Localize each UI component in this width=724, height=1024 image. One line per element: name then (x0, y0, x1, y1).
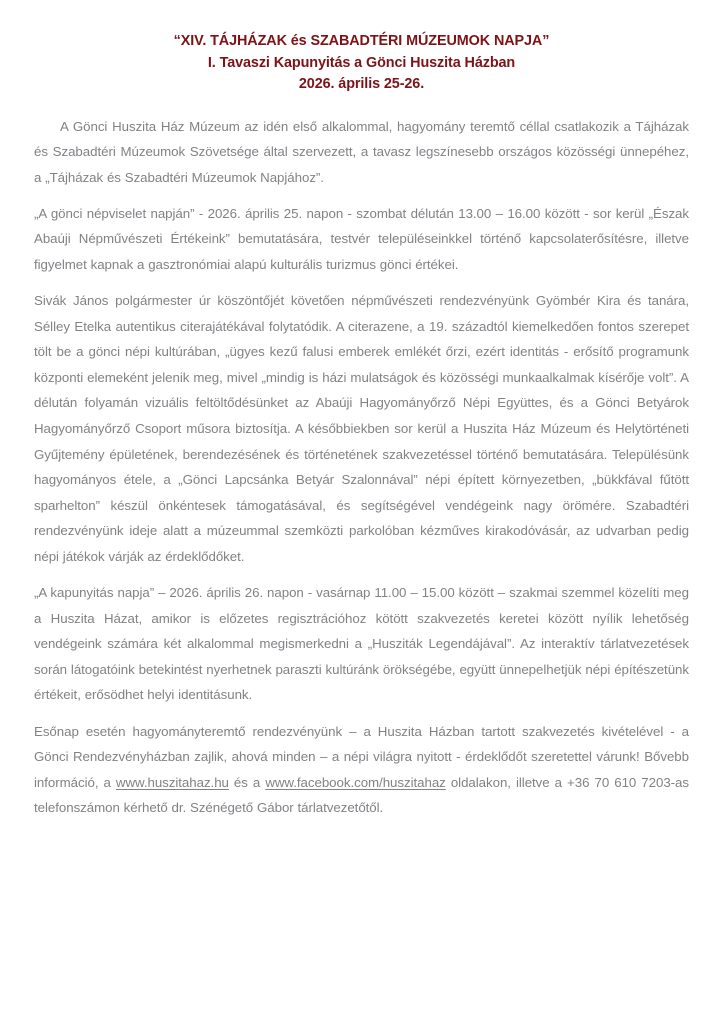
document-body (34, 114, 689, 821)
website-link-huszitahaz[interactable]: www.huszitahaz.hu (115, 774, 229, 790)
paragraph-gate-opening-day: „A kapunyitás napja” – 2026. április 26. napon - vasárnap 11.00 – 15.00 között – szakmai szemmel közelíti meg a Huszita Házat, amikor is előzetes regisztrációhoz kötött szakvezetés keretei között nyílik lehetőség vendégeink számára két alkalommal megismerkedni a „Husziták Legendájával”. Az interaktív tárlatvezetések során látogatóink betekintést nyerhetnek paraszti kultúránk örökségébe, együtt ünnepelhetjük népi építészetünk értékeit, erősödhet helyi identitásunk. (34, 585, 689, 703)
contact-text-part-3: oldalakon, illetve a +36 70 610 7203-as telefonszámon kérhető dr. Szénégető Gábor tárlatvezetőtől. (34, 774, 690, 816)
facebook-link-huszitahaz[interactable]: www.facebook.com/huszitahaz (265, 774, 446, 790)
page-title-line-2: I. Tavaszi Kapunyitás a Gönci Huszita Házban (207, 54, 516, 71)
paragraph-program-details: Sivák János polgármester úr köszöntőjét követően népművészeti rendezvényünk Gyömbér Kira és tanára, Sélley Etelka autentikus citerajátékával folytatódik. A citerazene, a 19. századtól kiemelkedően fontos szerepet tölt be a gönci népi kultúrában, „ügyes kezű falusi emberek emlékét őrzi, ezért identitás - erősítő programunk központi elemeként jelenik meg, mivel „mindig is házi mulatságok és közösségi munkaalkalmak kísérője volt”. A délután folyamán vizuális feltöltődésünket az Abaúji Hagyományőrző Népi Együttes, és a Gönci Betyárok Hagyományőrző Csoport műsora biztosítja. A későbbiekben sor kerül a Huszita Ház Múzeum és Helytörténeti Gyűjtemény épületének, berendezésének és történetének szakvezetéssel történő bemutatására. Településünk hagyományos étele, a „Gönci Lapcsánka Betyár Szalonnával” népi épített környezetben, „bükkfával fűtött sparhelton” készül önkéntesek támogatásával, és segítségével vendégeink nagy örömére. Szabadtéri rendezvényünk ideje alatt a múzeummal szemközti parkolóban kézműves kirakodóvásár, az udvarban pedig népi játékok várják az érdeklődőket. (34, 293, 689, 564)
contact-text-part-1: Esőnap esetén hagyományteremtő rendezvényünk – a Huszita Házban tartott szakvezetés kivételével - a Gönci Rendezvényházban zajlik, ahová minden – a népi világra nyitott - érdeklődőt szeretettel várunk! Bővebb információ, a (34, 723, 689, 790)
page-title-line-1: “XIV. TÁJHÁZAK és SZABADTÉRI MÚZEUMOK NAPJA” (173, 33, 550, 49)
contact-text-part-2: és a (228, 774, 266, 790)
page-title-line-3: 2026. április 25-26. (298, 76, 425, 92)
paragraph-contact-info (34, 719, 689, 821)
paragraph-folk-costume-day: „A gönci népviselet napján” - 2026. április 25. napon - szombat délután 13.00 – 16.00 között - sor kerül „Észak Abaúji Népművészeti Értékeink” bemutatására, testvér településeinkkel történő kapcsolaterősítésre, illetve figyelmet kapnak a gasztronómiai alapú kulturális turizmus gönci értékei. (34, 205, 689, 272)
paragraph-intro: A Gönci Huszita Ház Múzeum az idén első alkalommal, hagyomány teremtő céllal csatlakozik a Tájházak és Szabadtéri Múzeumok Szövetsége által szervezett, a tavasz legszínesebb országos közösségi ünnepéhez, a „Tájházak és Szabadtéri Múzeumok Napjához”. (34, 118, 689, 185)
document-title-block (34, 31, 689, 96)
